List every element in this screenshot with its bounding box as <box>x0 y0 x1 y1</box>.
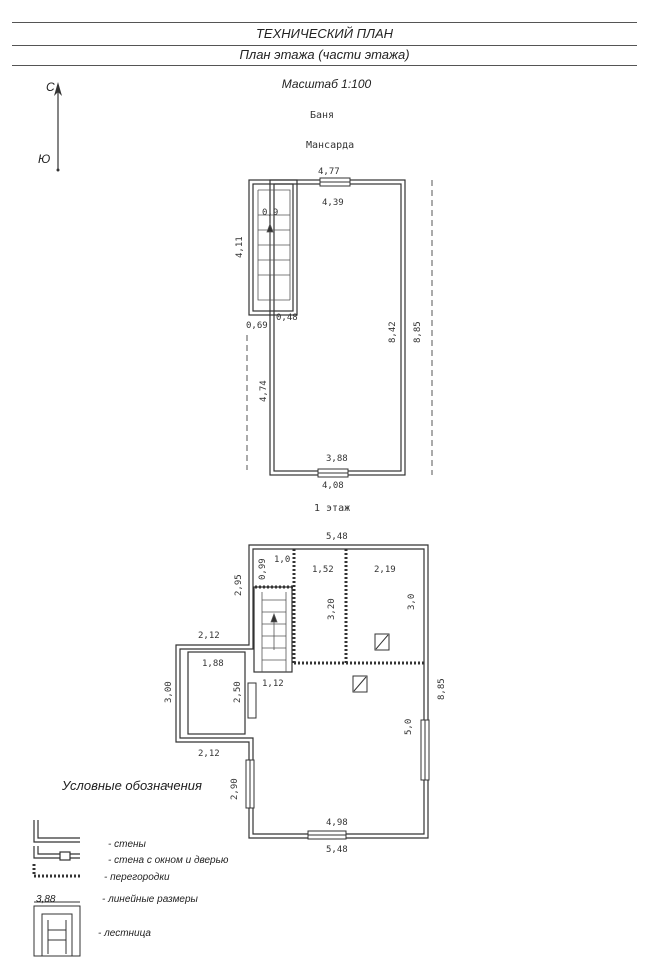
legend-stair-icon <box>34 906 80 956</box>
first-dim-ext-bottom: 2,12 <box>198 749 220 759</box>
plan-subtitle: План этажа (части этажа) <box>12 45 637 66</box>
legend-sample-dim: 3,88 <box>36 894 56 905</box>
first-floor-inner-wall <box>180 549 424 834</box>
first-dim-ext-h-outer: 3,00 <box>164 681 174 703</box>
first-dim-room-b-h: 3,20 <box>327 598 337 620</box>
first-dim-room-c-w: 2,19 <box>374 565 396 575</box>
legend-window-wall-icon <box>34 846 80 858</box>
first-dim-left-upper: 2,95 <box>234 574 244 596</box>
attic-dim-top-outer: 4,77 <box>318 167 340 177</box>
first-door-left <box>248 683 256 718</box>
first-dim-left-lower: 2,90 <box>230 778 240 800</box>
floor-name-first: 1 этаж <box>314 503 351 514</box>
attic-dim-left-upper: 4,11 <box>235 236 245 258</box>
first-dim-outer-h: 8,85 <box>437 678 447 700</box>
first-dim-bottom-inner: 4,98 <box>326 818 348 828</box>
plan-scale: Масштаб 1:100 <box>281 77 372 91</box>
attic-dim-left-lower-label: 4,74 <box>259 380 269 402</box>
floor-name-attic: Мансарда <box>306 140 355 151</box>
first-dim-stair-w: 1,12 <box>262 679 284 689</box>
first-dim-room-c-h: 3,0 <box>407 593 417 610</box>
first-dim-room-b-w: 1,52 <box>312 565 334 575</box>
first-dim-ext-top: 2,12 <box>198 631 220 641</box>
attic-dim-stair-w: 0,9 <box>262 208 279 218</box>
building-name: Баня <box>310 110 335 121</box>
legend-item-walls: - стены <box>108 839 146 850</box>
first-floor-outer-wall <box>176 545 428 838</box>
first-dim-room-a-w: 1,0 <box>274 555 291 565</box>
attic-dim-bottom-outer: 4,08 <box>322 481 344 491</box>
attic-dim-bottom-inner: 3,88 <box>326 454 348 464</box>
first-dim-hall-h: 5,0 <box>404 718 414 735</box>
first-dim-ext-h-inner: 2,50 <box>233 681 243 703</box>
legend-title: Условные обозначения <box>62 778 202 793</box>
legend-item-partitions: - перегородки <box>104 872 170 883</box>
attic-dim-step-a: 0,69 <box>246 321 268 331</box>
legend-wall-icon <box>34 820 80 842</box>
first-stair <box>262 592 286 672</box>
legend-item-stairs: - лестница <box>98 928 151 939</box>
first-dim-top-outer: 5,48 <box>326 532 348 542</box>
attic-dim-top-inner: 4,39 <box>322 198 344 208</box>
legend-item-window-wall: - стена с окном и дверью <box>108 855 229 866</box>
compass-south-label: Ю <box>38 152 51 166</box>
legend-item-dimensions: - линейные размеры <box>102 894 198 905</box>
first-dim-room-a-h: 0,99 <box>258 558 268 580</box>
attic-dim-outer-h: 8,85 <box>413 321 423 343</box>
attic-dim-inner-h: 8,42 <box>388 321 398 343</box>
compass-north-label: С <box>46 80 55 94</box>
legend-partition-icon <box>34 864 80 876</box>
legend-symbols <box>28 818 108 960</box>
first-dim-bottom-outer: 5,48 <box>326 845 348 855</box>
plan-title: ТЕХНИЧЕСКИЙ ПЛАН <box>12 22 637 46</box>
attic-dim-step-b: 0,48 <box>276 313 298 323</box>
first-dim-ext-w: 1,88 <box>202 659 224 669</box>
